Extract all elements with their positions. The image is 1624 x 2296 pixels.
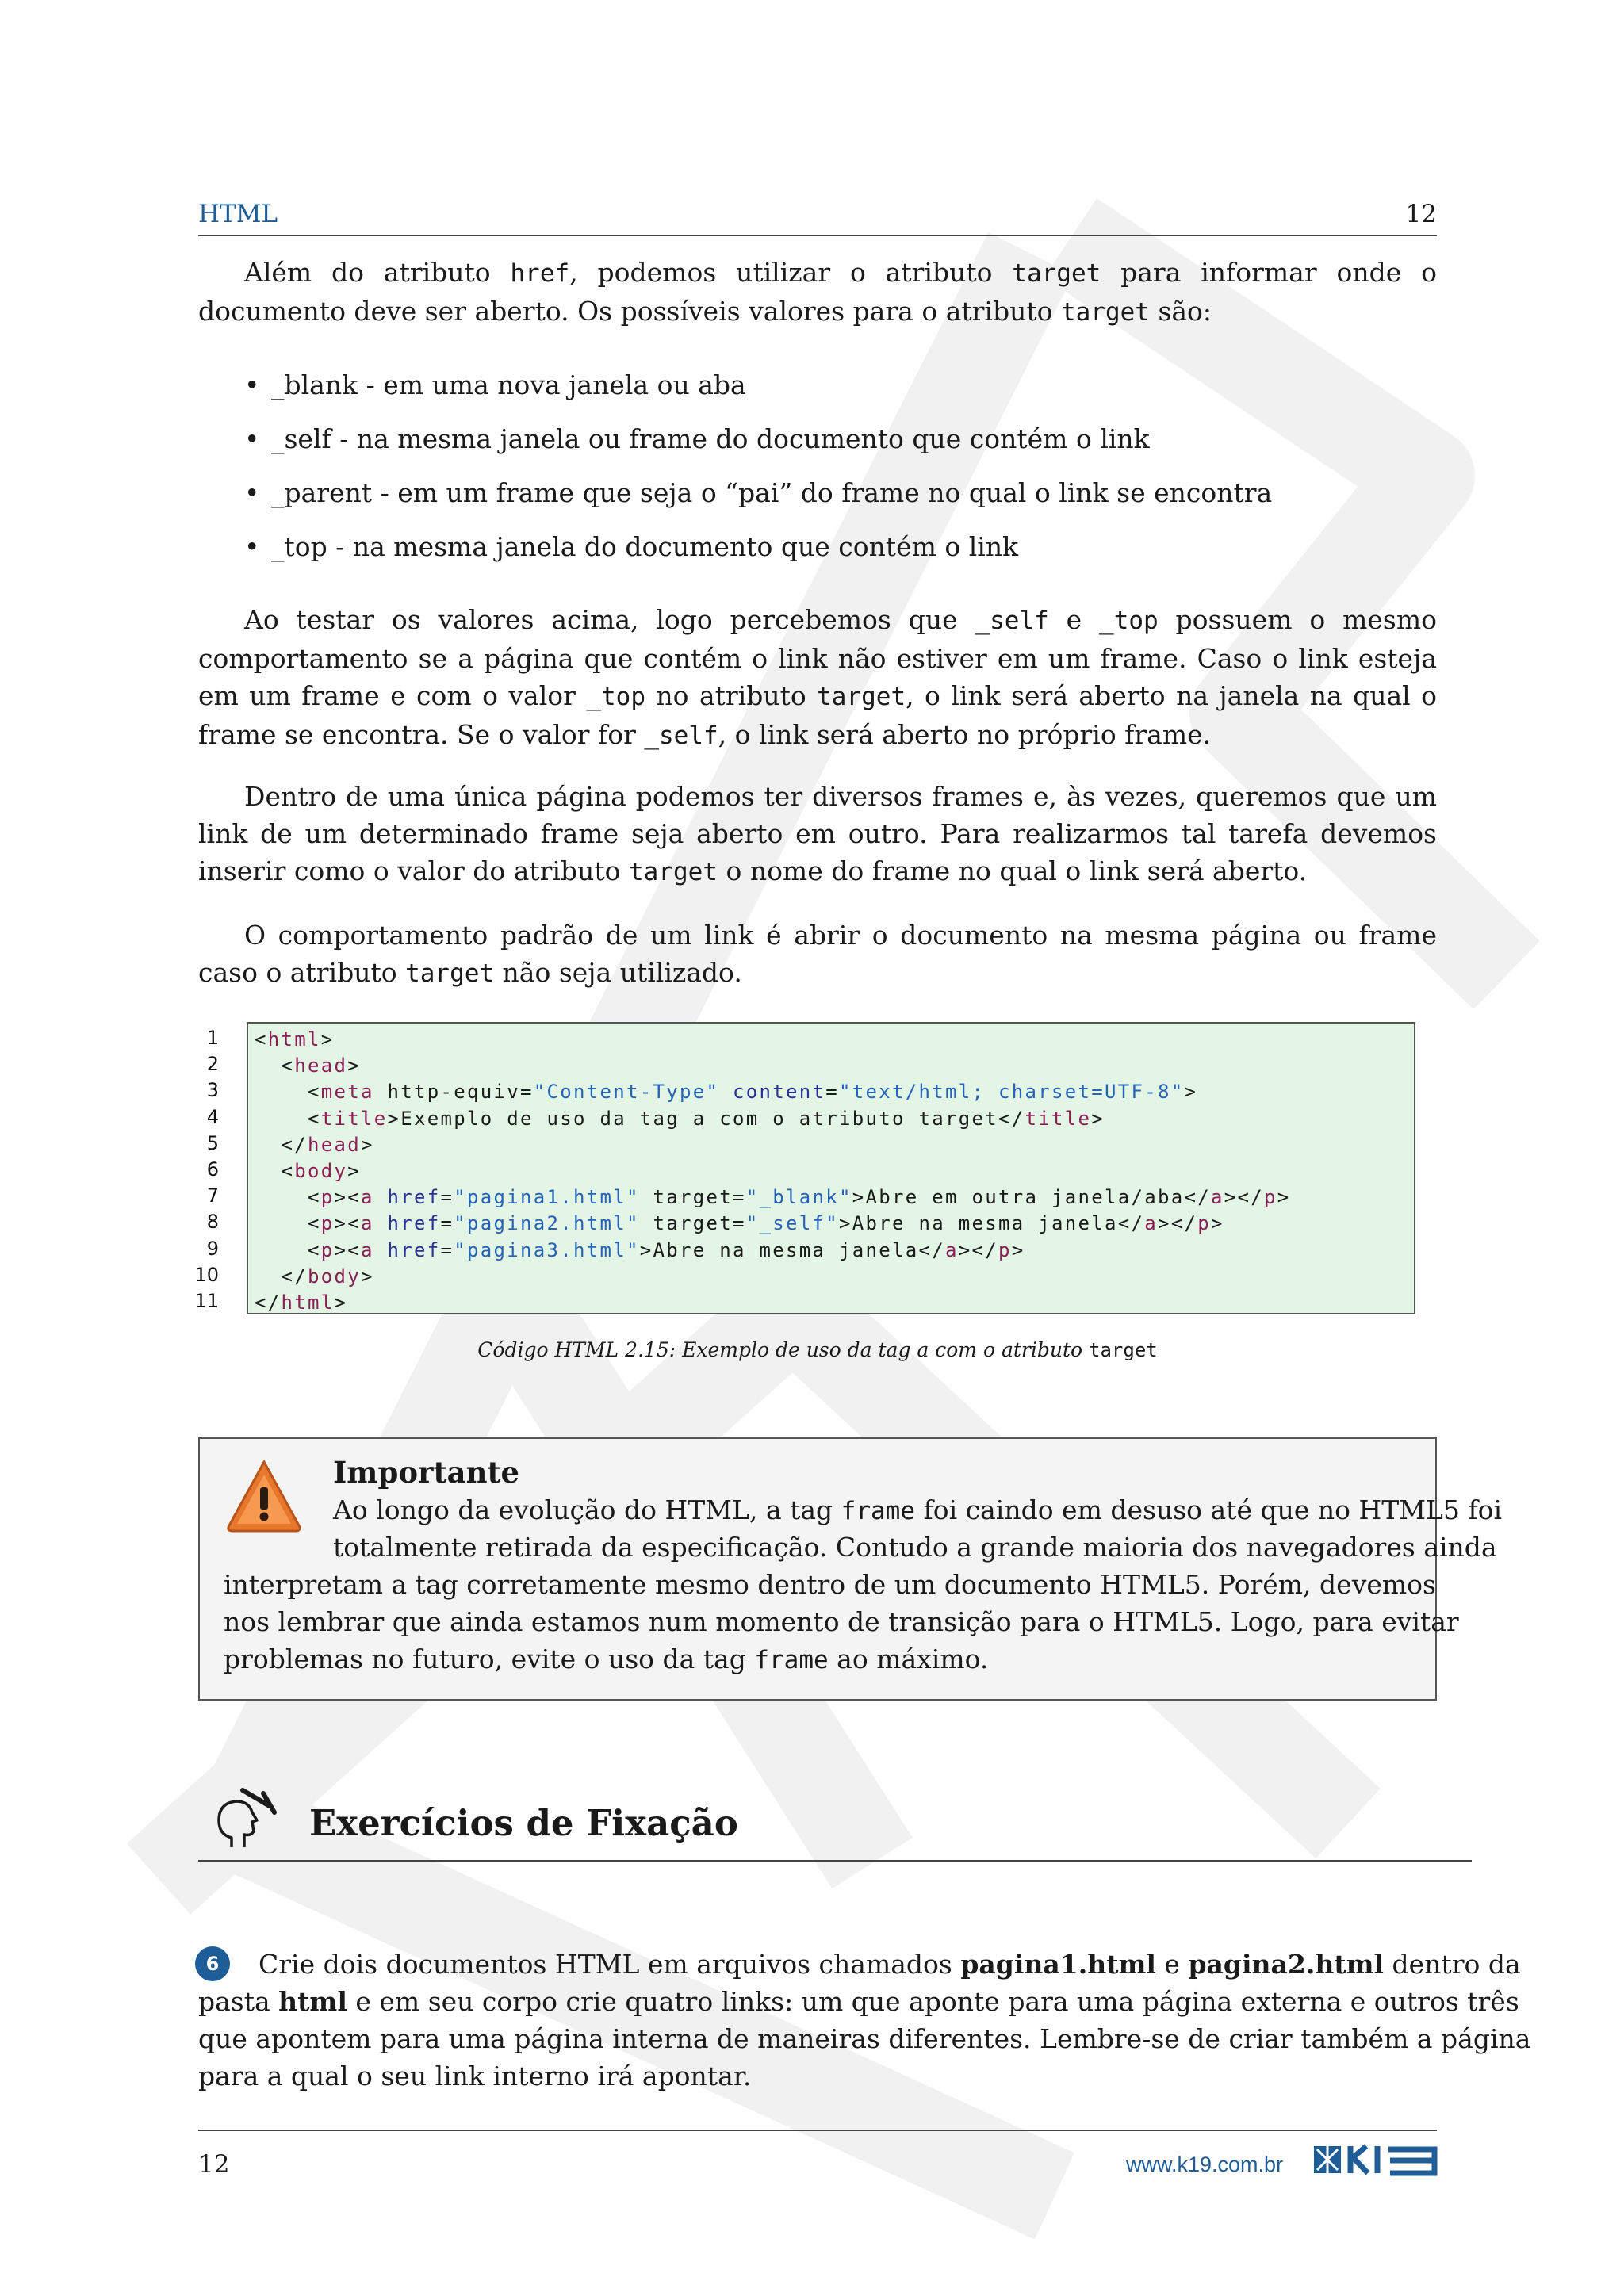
important-title: Importante (333, 1455, 520, 1490)
text-run: possuem o mesmo comportamento se a página que contém o link não estiver em um frame. Caso o link esteja em um frame e com o valor (198, 604, 1437, 711)
code-token: a (361, 1212, 374, 1235)
code-token: p (320, 1212, 335, 1235)
code-token (719, 1081, 733, 1103)
text-run: , podemos utilizar o atributo (569, 257, 1013, 288)
code-token: >Abre na mesma janela</ (639, 1238, 945, 1261)
code-token: "pagina2.html" (454, 1212, 640, 1235)
code-token: a (1144, 1212, 1158, 1235)
important-line (224, 1640, 1413, 1678)
line-number: 9 (206, 1237, 219, 1260)
footer-rule (198, 2130, 1437, 2131)
paragraph-testing-values (198, 601, 1437, 755)
text-run: no atributo (645, 680, 818, 711)
inline-code: _top (586, 683, 645, 711)
section-title: Exercícios de Fixação (309, 1802, 738, 1844)
code-token: > (361, 1133, 374, 1156)
code-token: > (1210, 1212, 1224, 1235)
code-token: p (998, 1238, 1012, 1261)
code-token (374, 1186, 388, 1208)
code-token: title (1025, 1107, 1092, 1130)
text-run: foi caindo em desuso até que no HTML5 foi (915, 1494, 1503, 1525)
exercise-number-badge: 6 (195, 1946, 230, 1981)
code-listing (247, 1022, 1415, 1314)
text-run: totalmente retirada da especificação. Contudo a grande maioria dos navegadores ainda (333, 1532, 1497, 1563)
bold-text: pagina1.html (960, 1949, 1156, 1980)
code-line (255, 1079, 1197, 1105)
line-number: 6 (206, 1158, 219, 1181)
code-token: >Abre em outra janela/aba</ (852, 1186, 1211, 1209)
text-run: interpretam a tag corretamente mesmo dentro de um documento HTML5. Porém, devemos (224, 1569, 1436, 1600)
code-token: ></ (958, 1238, 998, 1261)
text-run: para informar onde o documento deve ser aberto. Os possíveis valores para o atributo (198, 257, 1437, 327)
code-token: </ (255, 1265, 308, 1288)
thinking-head-icon (208, 1782, 279, 1854)
code-token: head (308, 1133, 361, 1156)
header-page-number: 12 (1405, 200, 1437, 228)
code-token: = (440, 1238, 454, 1261)
list-item: • _self - na mesma janela ou frame do documento que contém o link (244, 420, 1434, 474)
running-header (198, 197, 1437, 236)
code-line (255, 1053, 361, 1079)
inline-code: _self (644, 721, 718, 750)
inline-code: target (1060, 298, 1150, 327)
list-item: • _blank - em uma nova janela ou aba (244, 366, 1434, 420)
code-token: >Exemplo de uso da tag a com o atributo target</ (387, 1107, 1025, 1130)
code-token: </ (255, 1292, 282, 1314)
code-token: a (361, 1238, 374, 1261)
code-token: href (387, 1212, 441, 1235)
text-run: nos lembrar que ainda estamos num momento de transição para o HTML5. Logo, para evitar (224, 1606, 1459, 1637)
code-token: title (320, 1107, 388, 1130)
footer-url[interactable]: www.k19.com.br (1126, 2152, 1284, 2176)
code-token: < (255, 1081, 321, 1104)
code-token: = (440, 1186, 454, 1209)
code-line (255, 1184, 1290, 1211)
code-token: html (267, 1028, 321, 1050)
text-run: são: (1149, 296, 1212, 327)
code-token: > (334, 1292, 348, 1314)
text-run: Além do atributo (244, 257, 511, 288)
code-token: p (1197, 1212, 1211, 1235)
line-number: 10 (194, 1263, 219, 1286)
text-run: que apontem para uma página interna de maneiras diferentes. Lembre-se de criar também a página (198, 2023, 1531, 2054)
exercise-line (198, 2020, 1531, 2057)
bold-text: pagina2.html (1188, 1949, 1385, 1980)
code-line (255, 1027, 335, 1053)
inline-code: _self (975, 607, 1049, 635)
code-token: > (1184, 1081, 1198, 1104)
text-run: para a qual o seu link interno irá apontar. (198, 2061, 752, 2091)
code-token: "text/html; charset=UTF-8" (839, 1081, 1185, 1104)
inline-code: target (628, 858, 718, 886)
code-token: < (255, 1186, 321, 1209)
code-token: meta (320, 1081, 374, 1104)
text-run: , o link será aberto na janela na qual o frame se encontra. Se o valor for (198, 680, 1437, 750)
code-token: = (825, 1081, 839, 1104)
text-run: Dentro de uma única página podemos ter diversos frames e, às vezes, queremos que um link de um determinado frame seja aberto em outro. Para realizarmos tal tarefa devemos inserir como o valor do atributo (198, 781, 1437, 886)
code-token: p (1263, 1186, 1277, 1209)
code-line (255, 1158, 361, 1184)
text-run: dentro da (1384, 1949, 1521, 1980)
line-number: 11 (194, 1290, 219, 1312)
code-token: > (1011, 1238, 1025, 1261)
code-token: "pagina1.html" (454, 1186, 640, 1209)
code-token: a (361, 1186, 374, 1209)
code-token: < (255, 1107, 321, 1130)
code-line (255, 1264, 374, 1290)
text-run: Crie dois documentos HTML em arquivos chamados (259, 1949, 961, 1980)
code-token: "Content-Type" (533, 1081, 720, 1104)
code-token: < (255, 1212, 321, 1235)
code-token (374, 1212, 388, 1234)
code-token: >< (334, 1212, 361, 1235)
exercise-line (259, 1946, 1521, 1983)
text-run: Ao longo da evolução do HTML, a tag (333, 1494, 841, 1525)
code-token: html (281, 1292, 335, 1314)
code-line (255, 1238, 1025, 1264)
text-run: o nome do frame no qual o link será aberto. (717, 855, 1308, 886)
inline-code: frame (841, 1497, 915, 1525)
code-token: href (387, 1238, 441, 1261)
inline-code: _top (1099, 607, 1159, 635)
code-token: "_blank" (745, 1186, 852, 1209)
code-token: < (255, 1238, 321, 1261)
code-token: ></ (1224, 1186, 1264, 1209)
bold-text: html (278, 1986, 347, 2017)
footer-page-number: 12 (198, 2150, 230, 2179)
code-token: head (294, 1054, 348, 1077)
code-token: > (347, 1054, 361, 1077)
code-token: target= (639, 1186, 746, 1209)
code-token: > (320, 1028, 335, 1050)
code-token: < (255, 1054, 295, 1077)
text-run: e (1048, 604, 1100, 635)
text-run: Ao testar os valores acima, logo percebemos que (244, 604, 975, 635)
code-token: a (944, 1238, 959, 1261)
text-run: , o link será aberto no próprio frame. (718, 719, 1212, 750)
code-token: > (1277, 1186, 1291, 1209)
text-run: e (1155, 1949, 1189, 1980)
code-token: > (1091, 1107, 1105, 1130)
code-caption (198, 1337, 1437, 1364)
important-line (333, 1529, 1497, 1566)
inline-code: target (405, 959, 495, 988)
text-run: pasta (198, 1986, 279, 2017)
code-token: >Abre na mesma janela</ (839, 1212, 1145, 1235)
code-token: >< (334, 1186, 361, 1209)
paragraph-multiple-frames (198, 778, 1437, 891)
header-section-title: HTML (198, 200, 278, 228)
text-run: problemas no futuro, evite o uso da tag (224, 1644, 755, 1674)
code-token: http-equiv= (373, 1081, 534, 1104)
k19-logo (1312, 2141, 1439, 2178)
code-token: ></ (1157, 1212, 1198, 1235)
inline-code: href (510, 259, 570, 288)
code-line (255, 1211, 1224, 1237)
exercise-line (198, 2057, 1437, 2095)
text-run: e em seu corpo crie quatro links: um que aponte para uma página externa e outros três (347, 1986, 1519, 2017)
code-token (374, 1239, 388, 1261)
code-token: "_self" (745, 1212, 839, 1235)
important-line (333, 1491, 1503, 1529)
line-number: 3 (206, 1079, 219, 1102)
line-number: 8 (206, 1211, 219, 1234)
line-number: 7 (206, 1184, 219, 1207)
code-token: "pagina3.html" (454, 1238, 640, 1261)
code-token: = (440, 1212, 454, 1235)
code-token: </ (255, 1133, 308, 1156)
code-token: target= (639, 1212, 746, 1235)
section-rule (198, 1860, 1472, 1862)
text-run: não seja utilizado. (494, 957, 742, 988)
inline-code: target (1012, 259, 1101, 288)
code-token: < (255, 1160, 295, 1182)
line-number: 4 (206, 1105, 219, 1128)
important-line (224, 1566, 1436, 1603)
inline-code: frame (754, 1646, 829, 1674)
code-token: href (387, 1186, 441, 1209)
caption-code: target (1089, 1339, 1158, 1361)
code-token: >< (334, 1238, 361, 1261)
code-token: body (308, 1265, 361, 1288)
code-token: > (361, 1265, 374, 1288)
list-item: • _top - na mesma janela do documento que contém o link (244, 528, 1434, 582)
code-token: content (733, 1081, 826, 1104)
target-values-list (244, 366, 1434, 582)
line-number: 2 (206, 1053, 219, 1076)
code-token: p (320, 1186, 335, 1209)
list-item: • _parent - em um frame que seja o “pai” do frame no qual o link se encontra (244, 474, 1434, 528)
code-token: body (294, 1160, 348, 1182)
text-run: ao máximo. (828, 1644, 989, 1674)
line-number: 1 (206, 1027, 219, 1049)
paragraph-target-attribute (198, 254, 1437, 331)
exercise-line (198, 1983, 1519, 2020)
code-token: p (320, 1238, 335, 1261)
text-run: O comportamento padrão de um link é abrir o documento na mesma página ou frame caso o atributo (198, 920, 1437, 988)
warning-icon (224, 1457, 304, 1536)
code-line (255, 1132, 374, 1158)
code-token: a (1210, 1186, 1224, 1209)
code-line (255, 1106, 1105, 1132)
inline-code: target (817, 683, 906, 711)
code-token: < (255, 1028, 268, 1050)
code-token: > (347, 1160, 361, 1182)
code-line (255, 1290, 347, 1316)
paragraph-default-behavior (198, 916, 1437, 993)
important-line (224, 1603, 1459, 1640)
caption-text: Código HTML 2.15: Exemplo de uso da tag a com o atributo (477, 1338, 1083, 1361)
line-number: 5 (206, 1131, 219, 1154)
